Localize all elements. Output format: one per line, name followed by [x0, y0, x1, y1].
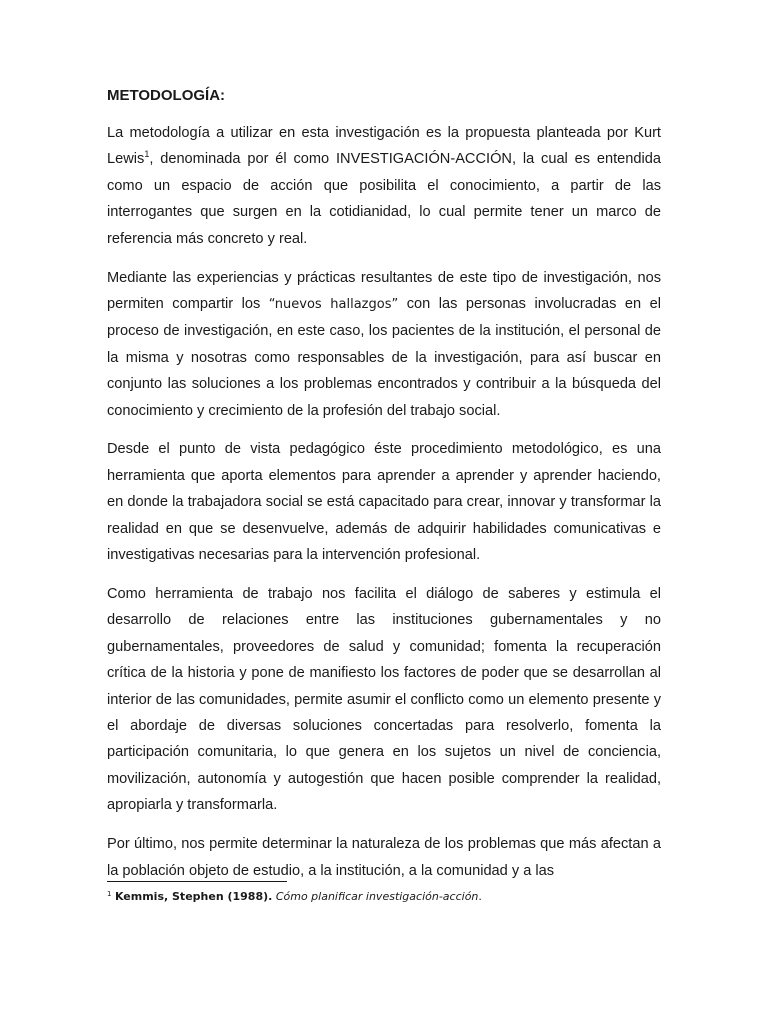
- footnote: [107, 889, 661, 905]
- paragraph-1-text-a: La metodología a utilizar en esta investigación es la propuesta planteada por Kurt Lewis: [107, 125, 661, 168]
- paragraph-1-text-b: , denominada por él como INVESTIGACIÓN-ACCIÓN, la cual es entendida como un espacio de acción que posibilita el conocimiento, a partir de las interrogantes que surgen en la cotidianidad, lo cual permite tener un marco de referencia más concreto y real.: [107, 151, 661, 247]
- paragraph-1: [107, 120, 661, 252]
- paragraph-5: Por último, nos permite determinar la naturaleza de los problemas que más afectan a la población objeto de estudio, a la institución, a la comunidad y a las: [107, 836, 661, 879]
- document-body: [107, 86, 661, 884]
- footnote-title: Cómo planificar investigación-acción: [275, 890, 479, 903]
- paragraph-4: Como herramienta de trabajo nos facilita el diálogo de saberes y estimula el desarrollo de relaciones entre las instituciones gubernamentales y no gubernamentales, proveedores de salud y comunidad; fomenta la recuperación crítica de la historia y pone de manifiesto los factores de poder que se desarrollan al interior de las comunidades, permite asumir el conflicto como un elemento presente y el abordaje de diversas soluciones concertadas para resolverlo, fomenta la participación comunitaria, lo que genera en los sujetos un nivel de conciencia, movilización, autonomía y autogestión que hacen posible comprender la realidad, apropiarla y transformarla.: [107, 586, 661, 814]
- paragraph-3: Desde el punto de vista pedagógico éste procedimiento metodológico, es una herramienta que aporta elementos para aprender a aprender y aprender haciendo, en donde la trabajadora social se está capacitado para crear, innovar y transformar la realidad en que se desenvuelve, además de adquirir habilidades comunicativas e investigativas necesarias para la intervención profesional.: [107, 441, 661, 564]
- paragraph-2: [107, 265, 661, 424]
- footnote-number: 1: [107, 890, 112, 898]
- paragraph-2-text-a: Mediante las experiencias y prácticas resultantes de este tipo de investigación, nos permiten compartir los: [107, 269, 661, 312]
- footnote-author: Kemmis, Stephen (1988).: [114, 890, 273, 903]
- section-heading: METODOLOGÍA:: [107, 87, 226, 104]
- quoted-phrase: “nuevos hallazgos”: [268, 296, 399, 312]
- footnote-end: .: [478, 890, 482, 903]
- paragraph-2-text-b: con las personas involucradas en el proceso de investigación, en este caso, los pacientes de la institución, el personal de la misma y nosotras como responsables de la investigación, para así buscar en conjunto las soluciones a los problemas encontrados y contribuir a la búsqueda del conocimiento y crecimiento de la profesión del trabajo social.: [107, 295, 661, 419]
- footnote-reference: 1: [144, 149, 150, 160]
- footnote-separator: [107, 881, 287, 882]
